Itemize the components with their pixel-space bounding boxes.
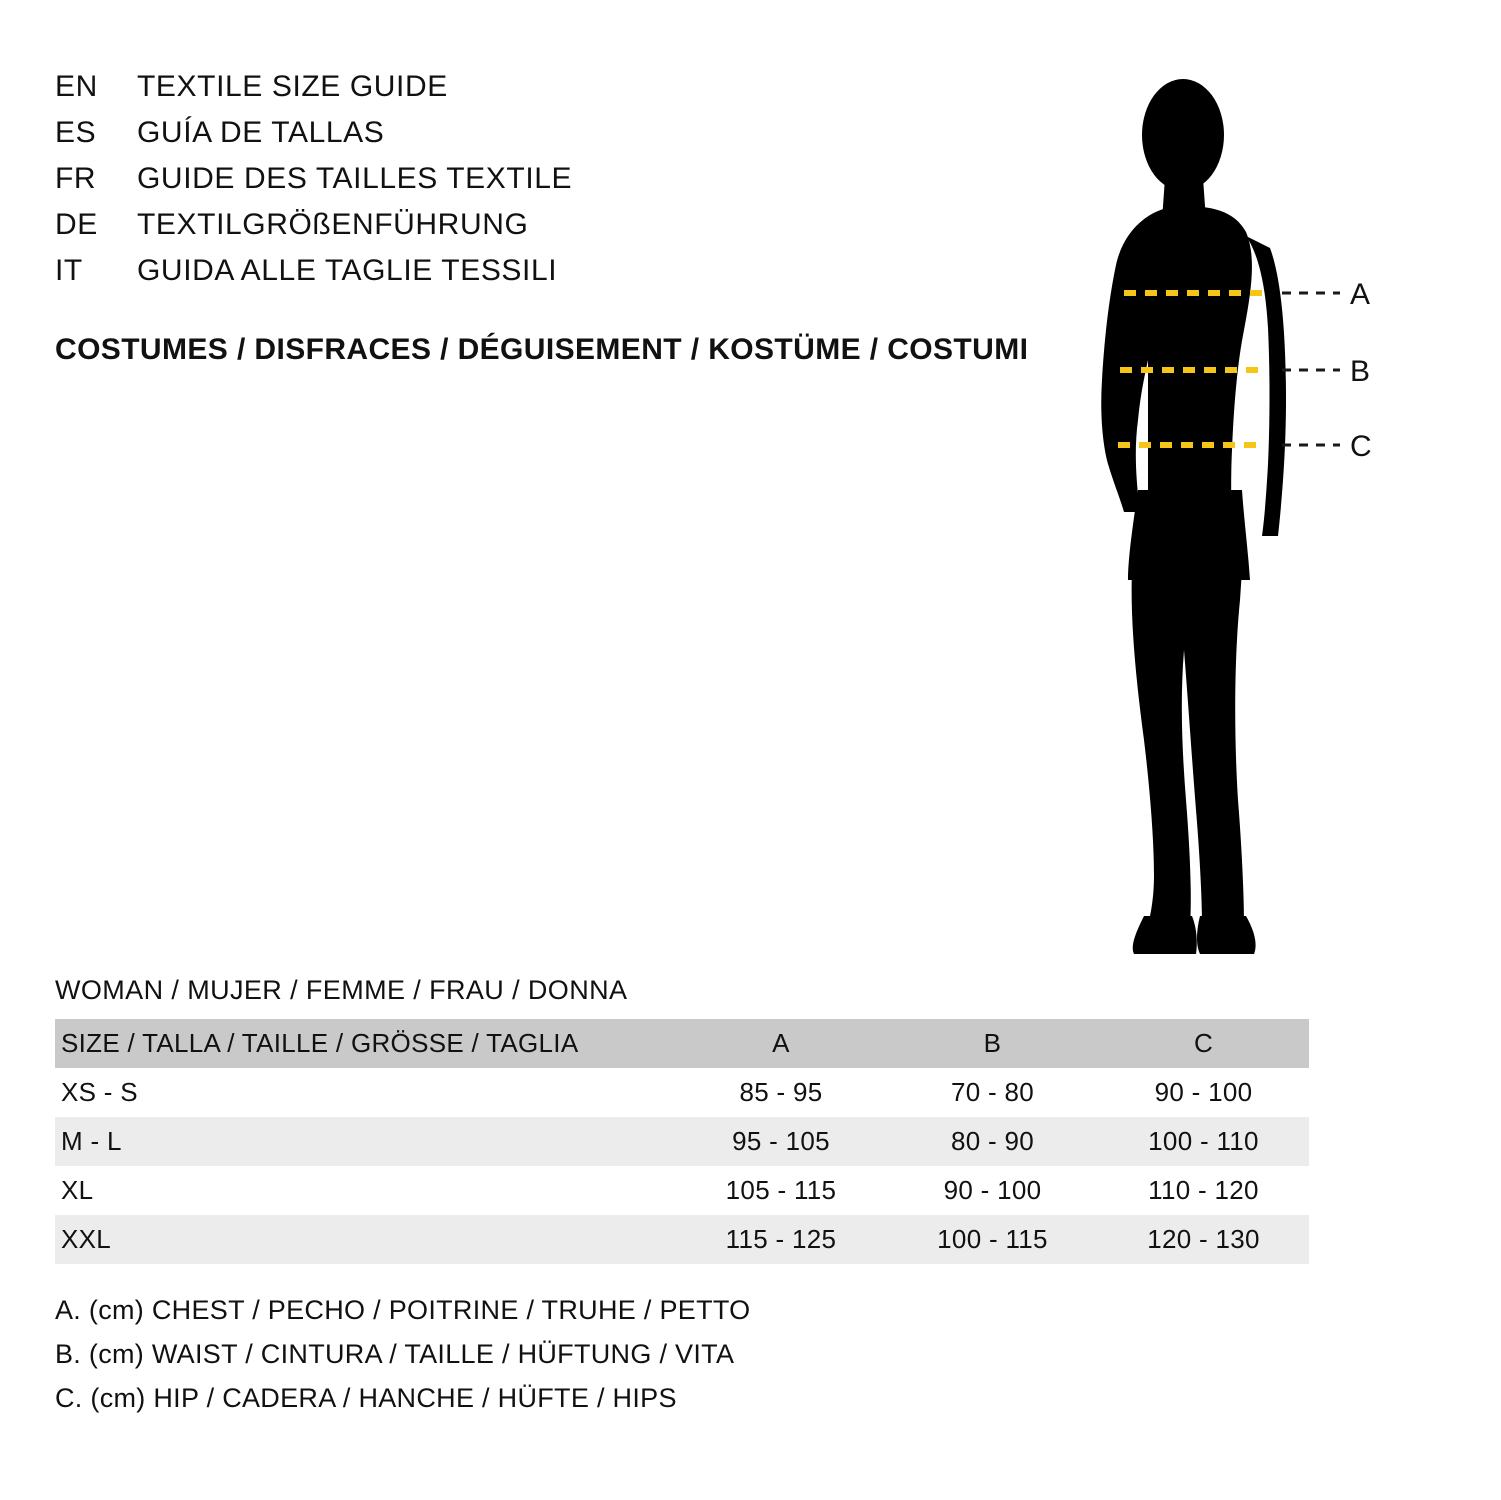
table-caption: WOMAN / MUJER / FEMME / FRAU / DONNA [55,975,628,1005]
size-table-section [55,975,1445,1264]
cell-size: XS - S [61,1077,138,1107]
language-code: IT [55,254,83,287]
marker-label-a: A [1350,278,1371,311]
table-body [55,1068,1309,1264]
language-row [55,162,1055,208]
language-text: TEXTILGRÖßENFÜHRUNG [137,208,529,241]
cell-hip: 90 - 100 [1154,1077,1253,1107]
cell-chest: 85 - 95 [739,1077,823,1107]
language-list [55,70,1055,300]
language-text: TEXTILE SIZE GUIDE [137,70,448,103]
size-table [55,1019,1309,1264]
table-row [55,1215,1309,1264]
language-text: GUÍA DE TALLAS [137,116,385,149]
language-code: FR [55,162,97,195]
cell-waist: 90 - 100 [943,1175,1042,1205]
cell-chest: 115 - 125 [725,1224,837,1254]
table-head [55,1019,1309,1068]
legend-item-chest: A. (cm) CHEST / PECHO / POITRINE / TRUHE / PETTO [55,1295,751,1325]
cell-chest: 105 - 115 [725,1175,837,1205]
cell-waist: 80 - 90 [950,1126,1035,1156]
category-title: COSTUMES / DISFRACES / DÉGUISEMENT / KOSTÜME / COSTUMI [55,333,1029,366]
table-row [55,1117,1309,1166]
legend-item-hip: C. (cm) HIP / CADERA / HANCHE / HÜFTE / HIPS [55,1383,677,1413]
marker-label-c: C [1350,430,1373,463]
language-text: GUIDA ALLE TAGLIE TESSILI [137,254,558,287]
cell-size: M - L [61,1126,122,1156]
cell-waist: 70 - 80 [950,1077,1035,1107]
language-row [55,208,1055,254]
language-text: GUIDE DES TAILLES TEXTILE [137,162,573,195]
table-header-b: B [887,1019,1098,1068]
language-code: DE [55,208,98,241]
language-row [55,116,1055,162]
table-row [55,1166,1309,1215]
table-header-a: A [675,1019,887,1068]
legend-item-waist: B. (cm) WAIST / CINTURA / TAILLE / HÜFTUNG / VITA [55,1339,735,1369]
measurement-lines [1020,60,1460,960]
cell-waist: 100 - 115 [937,1224,1048,1254]
table-header-row [55,1019,1309,1068]
language-code: EN [55,70,98,103]
table-header-c: C [1098,1019,1309,1068]
cell-hip: 110 - 120 [1148,1175,1259,1205]
cell-size: XXL [61,1224,112,1254]
cell-size: XL [61,1175,94,1205]
language-row [55,254,1055,300]
cell-chest: 95 - 105 [732,1126,830,1156]
table-row [55,1068,1309,1117]
cell-hip: 120 - 130 [1147,1224,1260,1254]
marker-label-b: B [1350,355,1371,388]
measurement-figure [1020,60,1460,960]
language-code: ES [55,116,97,149]
measurement-legend [55,1295,750,1427]
language-row [55,70,1055,116]
cell-hip: 100 - 110 [1148,1126,1259,1156]
table-header-size: SIZE / TALLA / TAILLE / GRÖSSE / TAGLIA [55,1019,675,1068]
